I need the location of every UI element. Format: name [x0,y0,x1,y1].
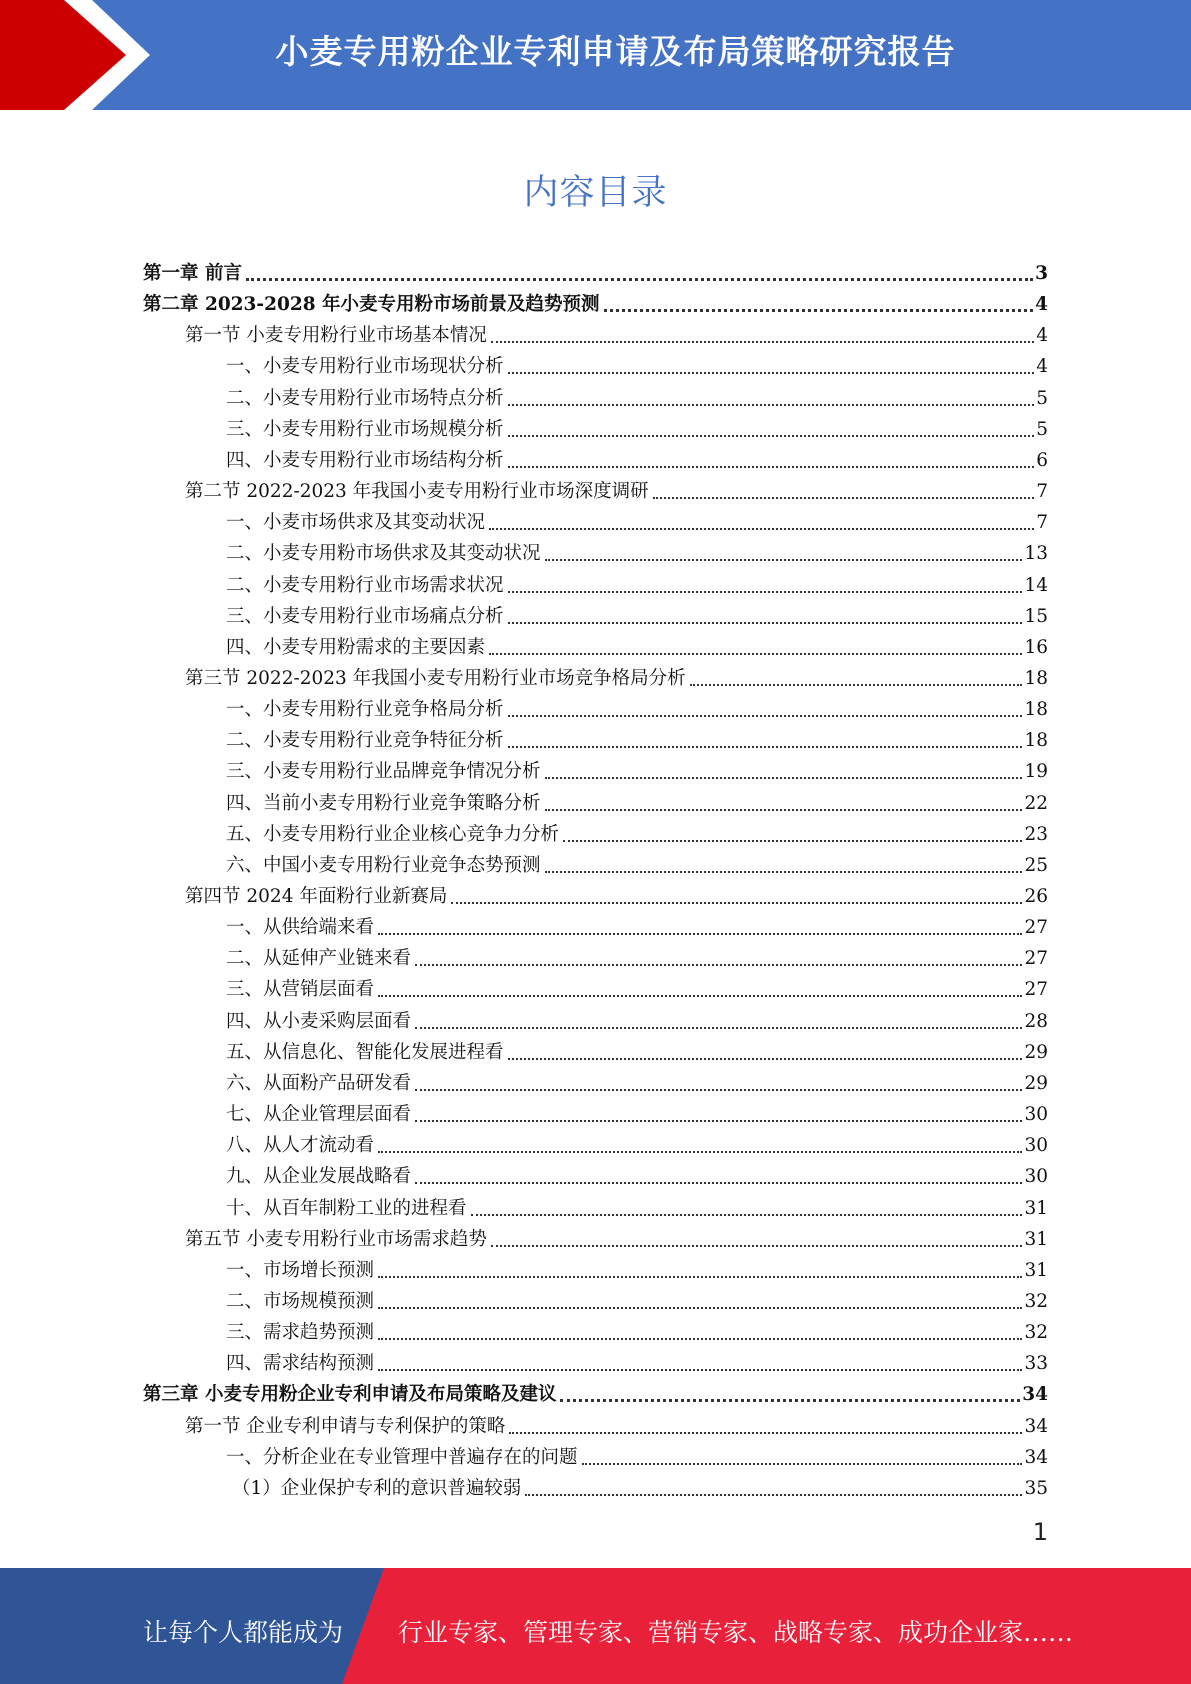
toc-entry-page: 18 [1024,667,1048,689]
toc-leader-dots [378,1369,1022,1371]
toc-leader-dots [378,995,1022,997]
toc-entry[interactable] [226,1189,1048,1220]
toc-entry[interactable] [226,1344,1048,1375]
toc-entry-title: 八、从人才流动看 [226,1135,375,1157]
toc-leader-dots [508,372,1035,374]
toc-entry-title: 第二节 2022-2023 年我国小麦专用粉行业市场深度调研 [185,481,649,503]
toc-leader-dots [508,466,1035,468]
toc-leader-dots [508,622,1023,624]
toc-entry-title: 五、小麦专用粉行业企业核心竞争力分析 [226,823,560,845]
toc-leader-dots [604,309,1034,312]
toc-entry[interactable] [143,254,1048,285]
toc-entry-title: 四、小麦专用粉行业市场结构分析 [226,449,504,471]
toc-entry[interactable] [226,1002,1048,1033]
toc-leader-dots [415,964,1022,966]
toc-entry[interactable] [226,347,1048,378]
toc-entry-page: 28 [1024,1010,1048,1032]
toc-entry-page: 35 [1024,1477,1048,1499]
report-title: 小麦专用粉企业专利申请及布局策略研究报告 [275,32,956,71]
toc-entry-page: 6 [1036,449,1048,471]
toc-entry-title: 四、当前小麦专用粉行业竞争策略分析 [226,792,541,814]
toc-entry-title: 一、从供给端来看 [226,917,375,939]
toc-entry-title: 二、小麦专用粉行业市场特点分析 [226,387,504,409]
toc-entry[interactable] [226,939,1048,970]
toc-entry[interactable] [226,1033,1048,1064]
toc-leader-dots [415,1027,1022,1029]
toc-entry-title: 二、市场规模预测 [226,1290,375,1312]
toc-entry[interactable] [226,1251,1048,1282]
toc-entry-title: 十、从百年制粉工业的进程看 [226,1197,467,1219]
toc-entry-title: 四、小麦专用粉需求的主要因素 [226,636,486,658]
toc-entry-title: 第一章 前言 [143,263,242,284]
toc-leader-dots [560,1399,1020,1402]
toc-entry-page: 27 [1024,917,1048,939]
toc-leader-dots [508,746,1023,748]
toc-entry-title: 第三节 2022-2023 年我国小麦专用粉行业市场竞争格局分析 [185,667,686,689]
toc-entry-page: 32 [1024,1322,1048,1344]
toc-entry-title: 四、从小麦采购层面看 [226,1010,412,1032]
toc-entry-page: 4 [1036,356,1048,378]
toc-leader-dots [378,933,1022,935]
toc-entry-title: 一、分析企业在专业管理中普遍存在的问题 [226,1446,578,1468]
toc-entry[interactable] [185,316,1048,347]
toc-leader-dots [378,1151,1022,1153]
toc-entry[interactable] [226,1282,1048,1313]
toc-entry-page: 27 [1024,948,1048,970]
toc-entry[interactable] [185,1407,1048,1438]
toc-leader-dots [378,1307,1022,1309]
toc-entry-page: 13 [1024,543,1048,565]
toc-entry[interactable] [226,410,1048,441]
toc-entry-title: 二、小麦专用粉行业市场需求状况 [226,574,504,596]
toc-entry-title: 二、小麦专用粉行业竞争特征分析 [226,730,504,752]
toc-entry-page: 7 [1036,481,1048,503]
toc-entry-page: 29 [1024,1072,1048,1094]
toc-entry[interactable] [226,441,1048,472]
toc-entry-title: 第四节 2024 年面粉行业新赛局 [185,886,448,907]
toc-entry-page: 4 [1035,294,1048,316]
toc-entry-title: 七、从企业管理层面看 [226,1104,412,1126]
toc-entry[interactable] [185,1220,1048,1251]
toc-entry[interactable] [226,1313,1048,1344]
toc-entry[interactable] [226,628,1048,659]
toc-entry-title: 三、小麦专用粉行业品牌竞争情况分析 [226,761,541,783]
toc-entry[interactable] [226,1095,1048,1126]
toc-entry[interactable] [226,1438,1048,1469]
toc-entry[interactable] [232,1469,1048,1500]
toc-entry[interactable] [226,784,1048,815]
toc-entry-page: 30 [1024,1166,1048,1188]
toc-entry-title: 第二章 2023-2028 年小麦专用粉市场前景及趋势预测 [143,294,600,316]
toc-entry-page: 31 [1024,1197,1048,1219]
toc-leader-dots [508,435,1035,437]
toc-leader-dots [509,1432,1022,1434]
toc-entry-page: 18 [1024,699,1048,721]
toc-leader-dots [653,497,1035,499]
toc-entry[interactable] [226,846,1048,877]
page-number: 1 [1032,1518,1048,1546]
toc-entry-page: 34 [1022,1384,1048,1406]
toc-leader-dots [525,1494,1022,1496]
toc-entry-title: 一、小麦专用粉行业市场现状分析 [226,356,504,378]
toc-leader-dots [545,559,1023,561]
toc-leader-dots [690,684,1023,686]
toc-leader-dots [451,902,1022,904]
toc-entry-page: 15 [1024,605,1048,627]
toc-entry[interactable] [226,597,1048,628]
toc-leader-dots [415,1182,1022,1184]
toc-entry[interactable] [226,752,1048,783]
toc-entry-page: 31 [1024,1259,1048,1281]
toc-leader-dots [491,341,1034,343]
toc-entry[interactable] [226,970,1048,1001]
toc-entry-title: 一、小麦专用粉行业竞争格局分析 [226,699,504,721]
toc-entry-page: 3 [1035,263,1048,284]
footer-slogan-left: 让每个人都能成为 [143,1618,344,1647]
toc-entry-page: 14 [1024,574,1048,596]
toc-entry-title: 一、市场增长预测 [226,1259,375,1281]
toc-leader-dots [246,278,1033,281]
toc-leader-dots [378,1338,1022,1340]
toc-leader-dots [508,715,1023,717]
toc-entry[interactable] [185,877,1048,908]
toc-entry-title: 九、从企业发展战略看 [226,1166,412,1188]
toc-leader-dots [545,871,1023,873]
toc-entry-title: 第三章 小麦专用粉企业专利申请及布局策略及建议 [143,1384,557,1406]
toc-entry[interactable] [226,690,1048,721]
footer-slogan-right: 行业专家、管理专家、营销专家、战略专家、成功企业家…… [398,1618,1074,1647]
toc-entry-page: 5 [1036,418,1048,440]
toc-entry[interactable] [226,503,1048,534]
toc-entry-title: （1）企业保护专利的意识普遍较弱 [232,1477,522,1499]
toc-leader-dots [545,809,1023,811]
toc-entry-page: 29 [1024,1041,1048,1063]
toc-entry[interactable] [226,534,1048,565]
toc-entry[interactable] [226,1157,1048,1188]
toc-entry-page: 22 [1024,792,1048,814]
toc-entry[interactable] [226,1126,1048,1157]
toc-entry[interactable] [226,815,1048,846]
toc-entry-title: 四、需求结构预测 [226,1353,375,1375]
toc-entry[interactable] [226,908,1048,939]
toc-entry[interactable] [143,285,1048,316]
toc-entry-page: 26 [1024,886,1048,907]
toc-entry-title: 第五节 小麦专用粉行业市场需求趋势 [185,1228,487,1250]
toc-entry-page: 33 [1024,1353,1048,1375]
toc-leader-dots [508,1058,1023,1060]
toc-entry-title: 五、从信息化、智能化发展进程看 [226,1041,504,1063]
toc-entry-title: 二、从延伸产业链来看 [226,948,412,970]
toc-entry-title: 六、中国小麦专用粉行业竞争态势预测 [226,854,541,876]
toc-entry-page: 27 [1024,979,1048,1001]
toc-leader-dots [582,1463,1023,1465]
toc-entry-title: 第一节 小麦专用粉行业市场基本情况 [185,325,487,347]
toc-entry[interactable] [226,721,1048,752]
toc-leader-dots [471,1214,1023,1216]
toc-entry-title: 六、从面粉产品研发看 [226,1072,412,1094]
toc-leader-dots [378,1276,1022,1278]
toc-leader-dots [508,404,1035,406]
toc-entry[interactable] [143,1375,1048,1406]
toc-entry-page: 19 [1024,761,1048,783]
toc-entry-page: 4 [1036,325,1048,347]
toc-heading: 内容目录 [523,173,668,213]
toc-entry[interactable] [185,659,1048,690]
toc-entry-page: 32 [1024,1290,1048,1312]
toc-entry-page: 30 [1024,1104,1048,1126]
toc-entry-title: 三、小麦专用粉行业市场痛点分析 [226,605,504,627]
toc-entry[interactable] [226,566,1048,597]
toc-entry-title: 二、小麦专用粉市场供求及其变动状况 [226,543,541,565]
toc-entry[interactable] [185,472,1048,503]
toc-entry-page: 34 [1024,1415,1048,1437]
toc-entry-title: 第一节 企业专利申请与专利保护的策略 [185,1415,506,1437]
toc-entry-page: 30 [1024,1135,1048,1157]
toc-entry-page: 18 [1024,730,1048,752]
toc-entry-title: 三、小麦专用粉行业市场规模分析 [226,418,504,440]
toc-entry-title: 三、需求趋势预测 [226,1322,375,1344]
toc-leader-dots [563,840,1022,842]
toc-entry[interactable] [226,379,1048,410]
toc-entry-page: 16 [1024,636,1048,658]
toc-entry-page: 34 [1024,1446,1048,1468]
toc-entry-page: 5 [1036,387,1048,409]
toc-leader-dots [415,1089,1022,1091]
toc-leader-dots [491,1245,1023,1247]
toc-leader-dots [489,653,1022,655]
toc-leader-dots [415,1120,1022,1122]
toc-entry-page: 23 [1024,823,1048,845]
toc-entry-page: 25 [1024,854,1048,876]
toc-entry-title: 一、小麦市场供求及其变动状况 [226,512,486,534]
toc-entry-page: 7 [1036,512,1048,534]
toc-leader-dots [508,591,1023,593]
toc-leader-dots [489,528,1034,530]
header-banner [0,0,1191,110]
toc-leader-dots [545,777,1023,779]
toc-entry-title: 三、从营销层面看 [226,979,375,1001]
toc-entry[interactable] [226,1064,1048,1095]
toc-entry-page: 31 [1024,1228,1048,1250]
